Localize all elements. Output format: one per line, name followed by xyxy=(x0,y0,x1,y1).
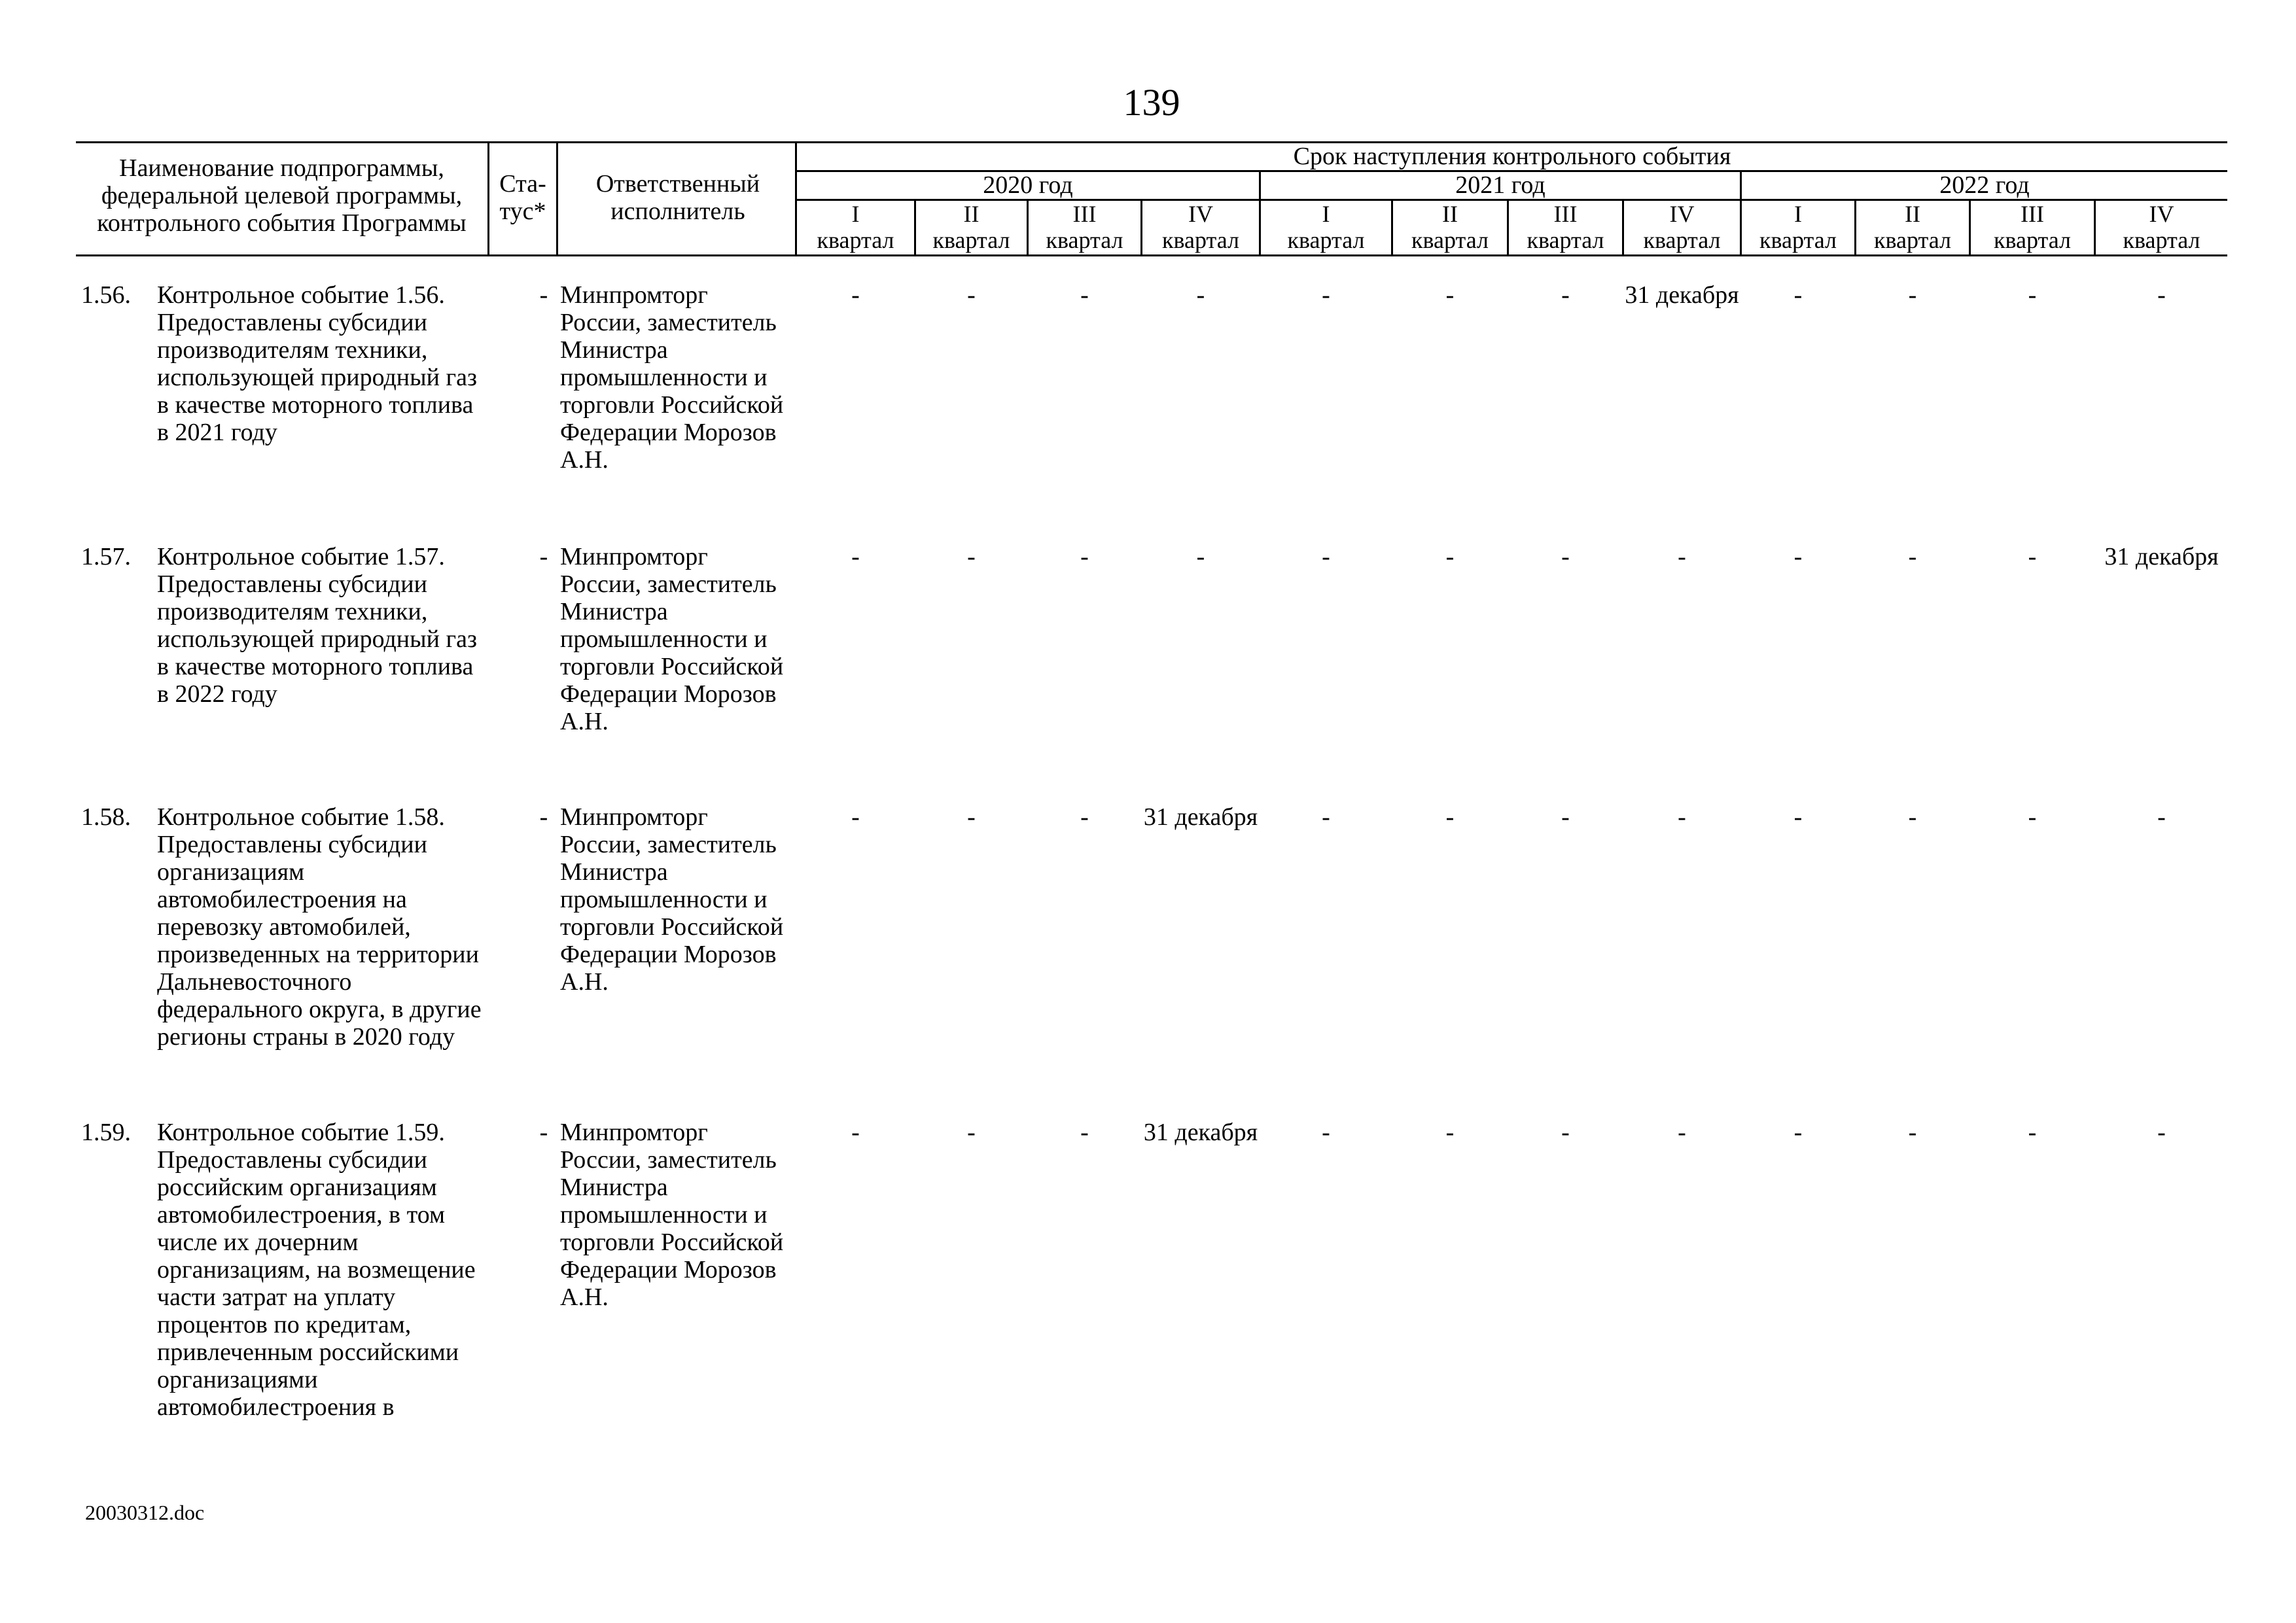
row-quarter-value: - xyxy=(1678,543,1686,570)
header-quarter-roman: II xyxy=(1442,201,1458,227)
row-quarter-value: - xyxy=(2157,1119,2166,1146)
row-quarter-value: - xyxy=(1561,281,1570,309)
row-quarter-value: 31 декабря xyxy=(1143,803,1258,831)
row-quarter-value: 31 декабря xyxy=(1625,281,1739,309)
row-quarter-value: - xyxy=(1196,281,1205,309)
header-quarter-roman: II xyxy=(963,201,980,227)
header-quarter-roman: I xyxy=(1322,201,1330,227)
row-quarter-value: - xyxy=(1080,803,1089,831)
row-quarter-value: - xyxy=(2157,803,2166,831)
row-quarter-value: - xyxy=(967,1119,976,1146)
header-year-2021: 2021 год xyxy=(1455,171,1545,199)
row-quarter-value: - xyxy=(1561,543,1570,570)
header-name-column: Наименование подпрограммы, федеральной целевой программы, контрольного события Программы xyxy=(97,154,467,237)
row-quarter-value: - xyxy=(1793,281,1803,309)
header-quarter-word: квартал xyxy=(1287,227,1365,253)
row-status: - xyxy=(539,803,548,831)
header-quarter-roman: III xyxy=(1072,201,1097,227)
row-quarter-value: - xyxy=(1908,1119,1917,1146)
row-status: - xyxy=(539,543,548,570)
header-quarter-roman: IV xyxy=(2149,201,2174,227)
row-status: - xyxy=(539,281,548,309)
header-quarter-word: квартал xyxy=(1527,227,1604,253)
header-quarter-word: квартал xyxy=(1162,227,1239,253)
row-quarter-value: - xyxy=(1080,281,1089,309)
row-quarter-value: - xyxy=(2157,281,2166,309)
row-number: 1.56. xyxy=(81,281,131,309)
row-event-name: Контрольное событие 1.57. Предоставлены субсидии производителям техники, использующей природный газ в качестве моторного топлива в 2022 году xyxy=(157,543,477,708)
header-quarter-roman: III xyxy=(2021,201,2044,227)
header-quarter-roman: IV xyxy=(1188,201,1213,227)
row-quarter-value: - xyxy=(1678,1119,1686,1146)
row-quarter-value: - xyxy=(967,803,976,831)
row-quarter-value: - xyxy=(2028,803,2037,831)
row-number: 1.59. xyxy=(81,1119,131,1146)
row-quarter-value: - xyxy=(1908,543,1917,570)
header-year-2020: 2020 год xyxy=(983,171,1073,199)
footer-filename: 20030312.doc xyxy=(85,1501,205,1524)
row-quarter-value: - xyxy=(1445,543,1455,570)
row-quarter-value: - xyxy=(851,1119,860,1146)
row-quarter-value: - xyxy=(851,281,860,309)
row-quarter-value: - xyxy=(1793,1119,1803,1146)
header-quarter-word: квартал xyxy=(1046,227,1123,253)
header-quarter-word: квартал xyxy=(817,227,894,253)
row-executor: Минпромторг России, заместитель Министра промышленности и торговли Российской Федерации Морозов А.Н. xyxy=(560,803,784,996)
row-quarter-value: - xyxy=(2028,281,2037,309)
row-event-name: Контрольное событие 1.56. Предоставлены субсидии производителям техники, использующей природный газ в качестве моторного топлива в 2021 году xyxy=(157,281,477,446)
row-quarter-value: - xyxy=(1793,543,1803,570)
row-quarter-value: - xyxy=(1678,803,1686,831)
header-year-2022: 2022 год xyxy=(1939,171,2030,199)
row-quarter-value: - xyxy=(1322,803,1330,831)
row-quarter-value: - xyxy=(967,281,976,309)
header-quarter-word: квартал xyxy=(2123,227,2200,253)
row-quarter-value: 31 декабря xyxy=(2104,543,2219,570)
row-quarter-value: - xyxy=(1908,803,1917,831)
row-quarter-value: - xyxy=(1322,281,1330,309)
row-event-name: Контрольное событие 1.59. Предоставлены субсидии российским организациям автомобилестроения, в том числе их дочерним организациям, на возмещение части затрат на уплату процентов по кредитам, привлеченным российскими организациями автомобилестроения в xyxy=(157,1119,476,1421)
header-quarter-word: квартал xyxy=(1874,227,1951,253)
row-executor: Минпромторг России, заместитель Министра промышленности и торговли Российской Федерации Морозов А.Н. xyxy=(560,1119,784,1311)
row-quarter-value: - xyxy=(2028,543,2037,570)
header-quarter-roman: I xyxy=(851,201,860,227)
row-quarter-value: - xyxy=(1196,543,1205,570)
row-quarter-value: - xyxy=(851,543,860,570)
row-quarter-value: - xyxy=(851,803,860,831)
row-quarter-value: - xyxy=(1322,1119,1330,1146)
header-quarter-roman: I xyxy=(1794,201,1802,227)
header-quarter-word: квартал xyxy=(1759,227,1837,253)
row-quarter-value: - xyxy=(1793,803,1803,831)
row-executor: Минпромторг России, заместитель Министра промышленности и торговли Российской Федерации Морозов А.Н. xyxy=(560,543,784,735)
row-number: 1.58. xyxy=(81,803,131,831)
row-executor: Минпромторг России, заместитель Министра промышленности и торговли Российской Федерации Морозов А.Н. xyxy=(560,281,784,474)
row-quarter-value: - xyxy=(967,543,976,570)
header-deadline-title: Срок наступления контрольного события xyxy=(1293,143,1731,170)
row-quarter-value: - xyxy=(1561,803,1570,831)
header-quarter-roman: II xyxy=(1905,201,1920,227)
header-status-column: Ста- тус* xyxy=(499,170,546,225)
page-number: 139 xyxy=(1123,81,1180,124)
row-quarter-value: - xyxy=(1080,543,1089,570)
header-quarter-word: квартал xyxy=(1411,227,1489,253)
table-header xyxy=(76,141,2227,256)
row-quarter-value: - xyxy=(2028,1119,2037,1146)
row-quarter-value: - xyxy=(1445,803,1455,831)
row-quarter-value: 31 декабря xyxy=(1143,1119,1258,1146)
row-event-name: Контрольное событие 1.58. Предоставлены субсидии организациям автомобилестроения на перевозку автомобилей, произведенных на территории Дальневосточного федерального округа, в другие регионы страны в 2020 году xyxy=(157,803,482,1051)
header-quarter-roman: IV xyxy=(1669,201,1695,227)
row-quarter-value: - xyxy=(1908,281,1917,309)
header-quarter-roman: III xyxy=(1553,201,1578,227)
header-executor-column: Ответственный исполнитель xyxy=(595,170,760,225)
header-quarter-word: квартал xyxy=(1643,227,1721,253)
row-quarter-value: - xyxy=(1322,543,1330,570)
header-quarter-word: квартал xyxy=(932,227,1010,253)
row-number: 1.57. xyxy=(81,543,131,570)
row-status: - xyxy=(539,1119,548,1146)
row-quarter-value: - xyxy=(1445,1119,1455,1146)
row-quarter-value: - xyxy=(1445,281,1455,309)
row-quarter-value: - xyxy=(1561,1119,1570,1146)
header-quarter-word: квартал xyxy=(1994,227,2071,253)
row-quarter-value: - xyxy=(1080,1119,1089,1146)
